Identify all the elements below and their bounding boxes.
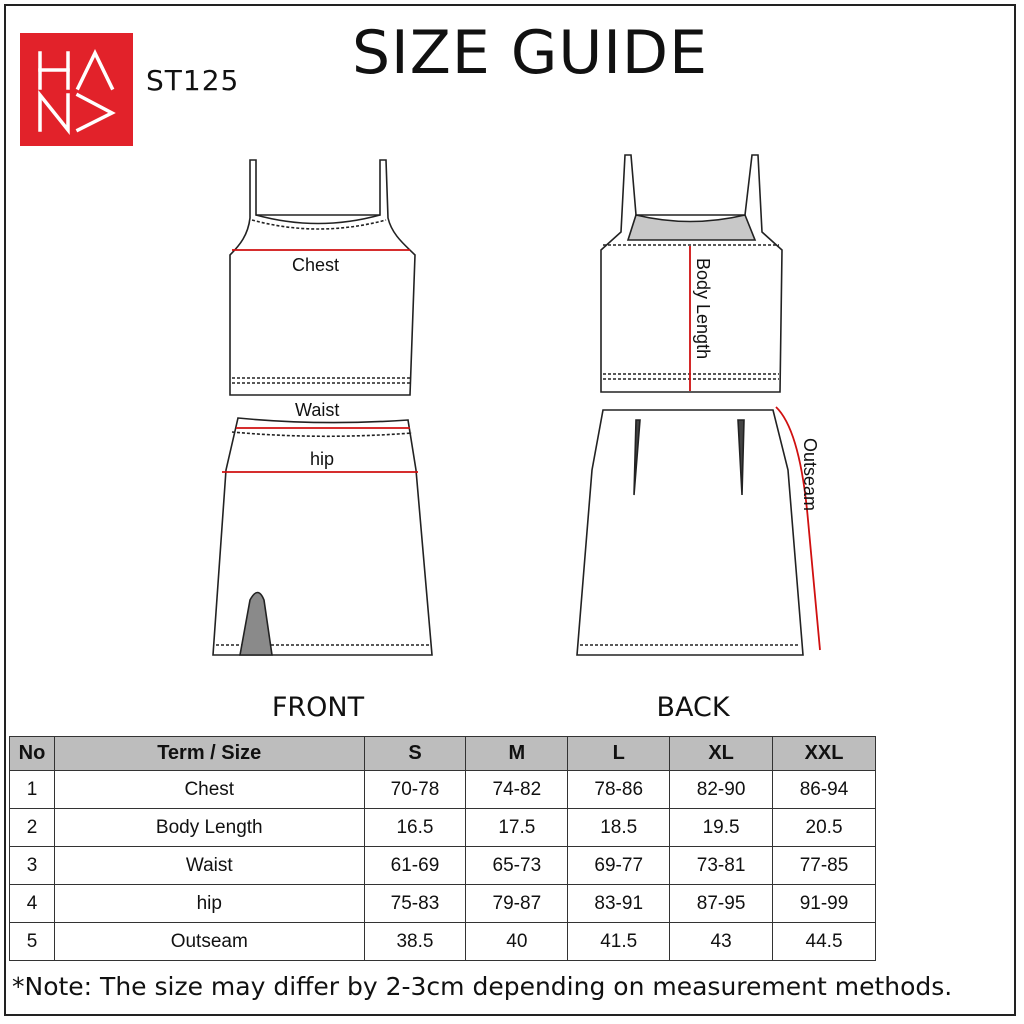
table-cell: hip bbox=[54, 885, 364, 923]
table-row bbox=[10, 885, 876, 923]
size-table bbox=[9, 736, 876, 961]
table-cell: 69-77 bbox=[568, 847, 670, 885]
label-waist: Waist bbox=[295, 400, 340, 420]
table-cell: 91-99 bbox=[773, 885, 876, 923]
table-cell: 73-81 bbox=[670, 847, 773, 885]
caption-back: BACK bbox=[656, 692, 730, 723]
table-cell: 74-82 bbox=[466, 771, 568, 809]
table-cell: 65-73 bbox=[466, 847, 568, 885]
table-cell: 2 bbox=[10, 809, 55, 847]
table-cell: 44.5 bbox=[773, 923, 876, 961]
table-cell: 70-78 bbox=[364, 771, 466, 809]
table-cell: 86-94 bbox=[773, 771, 876, 809]
caption-front: FRONT bbox=[271, 692, 365, 723]
label-chest: Chest bbox=[292, 255, 340, 275]
table-cell: 61-69 bbox=[364, 847, 466, 885]
table-cell: 20.5 bbox=[773, 809, 876, 847]
table-cell: 43 bbox=[670, 923, 773, 961]
table-row bbox=[10, 771, 876, 809]
table-cell: 83-91 bbox=[568, 885, 670, 923]
header-cell: XXL bbox=[773, 737, 876, 771]
table-row bbox=[10, 809, 876, 847]
label-body-length: Body Length bbox=[693, 258, 713, 360]
table-cell: 77-85 bbox=[773, 847, 876, 885]
label-hip: hip bbox=[310, 449, 335, 469]
back-skirt-drawing bbox=[577, 410, 803, 655]
table-cell: 4 bbox=[10, 885, 55, 923]
table-cell: 38.5 bbox=[364, 923, 466, 961]
table-cell: 40 bbox=[466, 923, 568, 961]
header-cell: XL bbox=[670, 737, 773, 771]
table-cell: 79-87 bbox=[466, 885, 568, 923]
table-row bbox=[10, 923, 876, 961]
table-cell: 5 bbox=[10, 923, 55, 961]
table-cell: 78-86 bbox=[568, 771, 670, 809]
label-outseam: Outseam bbox=[800, 438, 820, 512]
table-cell: Waist bbox=[54, 847, 364, 885]
table-cell: 18.5 bbox=[568, 809, 670, 847]
header-cell: S bbox=[364, 737, 466, 771]
table-cell: 16.5 bbox=[364, 809, 466, 847]
table-cell: 17.5 bbox=[466, 809, 568, 847]
measurement-note: *Note: The size may differ by 2-3cm depending on measurement methods. bbox=[12, 972, 953, 1001]
table-cell: 41.5 bbox=[568, 923, 670, 961]
table-cell: Body Length bbox=[54, 809, 364, 847]
table-cell: Outseam bbox=[54, 923, 364, 961]
table-cell: 87-95 bbox=[670, 885, 773, 923]
table-cell: Chest bbox=[54, 771, 364, 809]
header-cell: No bbox=[10, 737, 55, 771]
table-cell: 19.5 bbox=[670, 809, 773, 847]
product-code: ST125 bbox=[146, 64, 240, 97]
page-title: SIZE GUIDE bbox=[351, 18, 709, 88]
header-cell: Term / Size bbox=[54, 737, 364, 771]
back-top-drawing bbox=[601, 155, 782, 392]
table-cell: 1 bbox=[10, 771, 55, 809]
header-cell: L bbox=[568, 737, 670, 771]
table-cell: 82-90 bbox=[670, 771, 773, 809]
header-cell: M bbox=[466, 737, 568, 771]
table-cell: 3 bbox=[10, 847, 55, 885]
table-row bbox=[10, 847, 876, 885]
table-cell: 75-83 bbox=[364, 885, 466, 923]
front-top-drawing bbox=[230, 160, 415, 395]
table-header-row bbox=[10, 737, 876, 771]
